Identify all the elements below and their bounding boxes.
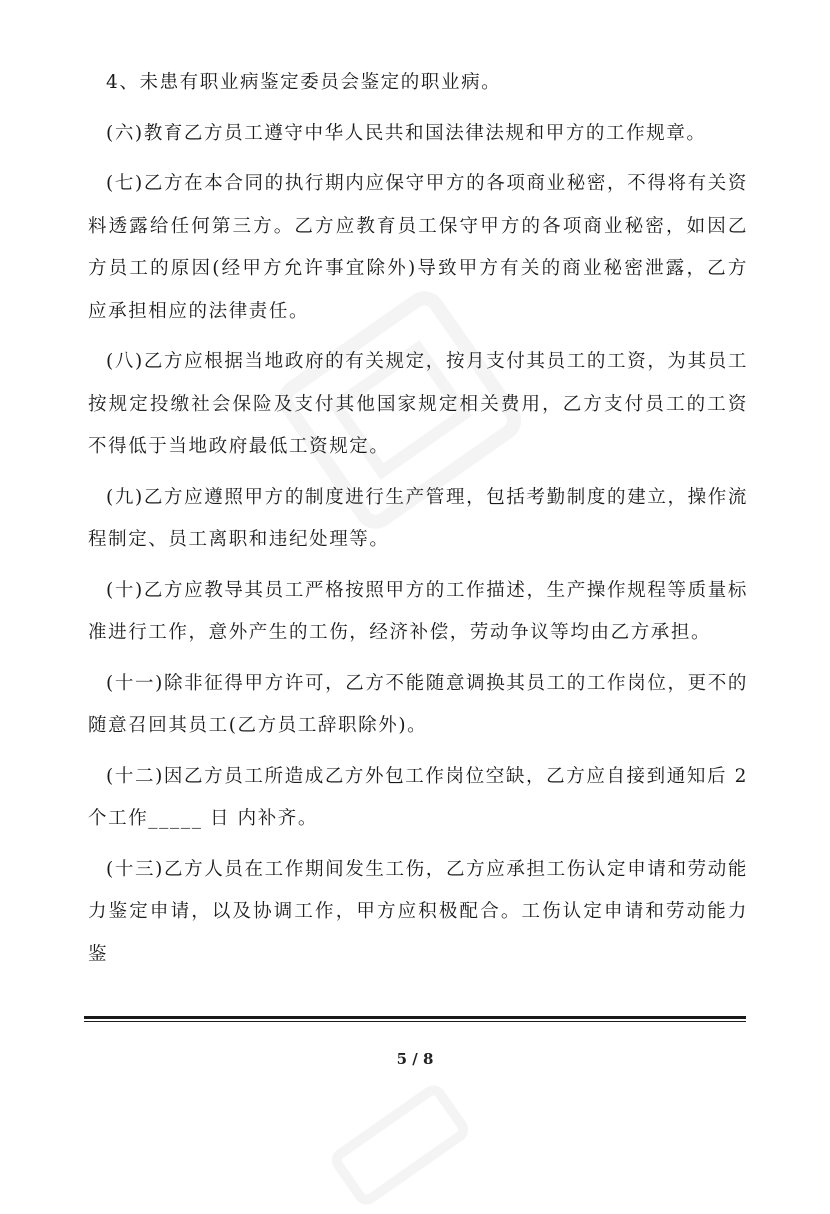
paragraph-clause-6: (六)教育乙方员工遵守中华人民共和国法律法规和甲方的工作规章。	[106, 122, 707, 144]
footer-divider-thin	[84, 1021, 746, 1022]
paragraph-clause-8: (八)乙方应根据当地政府的有关规定，按月支付其员工的工资，为其员工按规定投缴社会保险及支付其他国家规定相关费用，乙方支付员工的工资不得低于当地政府最低工资规定。	[88, 351, 748, 457]
document-body	[88, 62, 748, 984]
paragraph-clause-10: (十)乙方应教导其员工严格按照甲方的工作描述，生产操作规程等质量标准进行工作，意外产生的工伤，经济补偿，劳动争议等均由乙方承担。	[88, 579, 748, 643]
paragraph-clause-11: (十一)除非征得甲方许可，乙方不能随意调换其员工的工作岗位，更不的随意召回其员工(乙方员工辞职除外)。	[88, 672, 748, 736]
watermark-fragment-icon	[323, 1076, 478, 1214]
paragraph-clause-9: (九)乙方应遵照甲方的制度进行生产管理，包括考勤制度的建立，操作流程制定、员工离职和违纪处理等。	[88, 486, 748, 550]
footer-divider-thick	[84, 1016, 746, 1019]
paragraph-clause-7: (七)乙方在本合同的执行期内应保守甲方的各项商业秘密，不得将有关资料透露给任何第三方。乙方应教育员工保守甲方的各项商业秘密，如因乙方员工的原因(经甲方允许事宜除外)导致甲方有关的商业秘密泄露，乙方应承担相应的法律责任。	[88, 173, 748, 322]
paragraph-clause-13: (十三)乙方人员在工作期间发生工伤，乙方应承担工伤认定申请和劳动能力鉴定申请，以及协调工作，甲方应积极配合。工伤认定申请和劳动能力鉴	[88, 858, 748, 965]
page-number: 5 / 8	[396, 1050, 434, 1068]
paragraph-item-4: 4、未患有职业病鉴定委员会鉴定的职业病。	[106, 72, 502, 93]
paragraph-clause-12: (十二)因乙方员工所造成乙方外包工作岗位空缺，乙方应自接到通知后 2 个工作_____ 日 内补齐。	[88, 765, 748, 829]
